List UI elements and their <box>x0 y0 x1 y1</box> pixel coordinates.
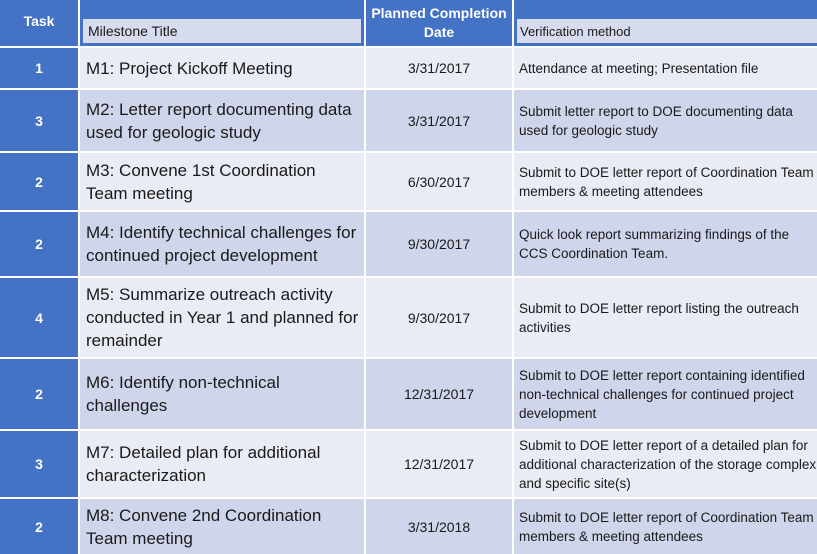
table-row-verification: Quick look report summarizing findings of the CCS Coordination Team. <box>514 212 817 276</box>
table-row-title: M5: Summarize outreach activity conducted in Year 1 and planned for remainder <box>80 278 364 357</box>
table-row-date: 9/30/2017 <box>366 278 512 357</box>
table-row-task: 2 <box>0 499 78 554</box>
header-verification-cell <box>514 0 817 46</box>
table-row-task: 2 <box>0 359 78 429</box>
table-row-title: M2: Letter report documenting data used for geologic study <box>80 90 364 151</box>
table-row-title: M3: Convene 1st Coordination Team meeting <box>80 153 364 210</box>
table-row-date: 3/31/2017 <box>366 48 512 88</box>
table-row-date: 9/30/2017 <box>366 212 512 276</box>
table-row-date: 12/31/2017 <box>366 431 512 497</box>
table-row-date: 6/30/2017 <box>366 153 512 210</box>
table-row-task: 1 <box>0 48 78 88</box>
table-row-verification: Submit to DOE letter report containing identified non-technical challenges for continued project development <box>514 359 817 429</box>
table-row-task: 4 <box>0 278 78 357</box>
table-row-date: 3/31/2017 <box>366 90 512 151</box>
table-row-date: 12/31/2017 <box>366 359 512 429</box>
table-row-verification: Submit to DOE letter report listing the outreach activities <box>514 278 817 357</box>
table-row-title: M6: Identify non-technical challenges <box>80 359 364 429</box>
header-milestone-title-cell <box>80 0 364 46</box>
table-row-verification: Submit to DOE letter report of a detailed plan for additional characterization of the storage complex and specific site(s) <box>514 431 817 497</box>
table-row-title: M8: Convene 2nd Coordination Team meeting <box>80 499 364 554</box>
header-date-line1: Planned Completion <box>371 5 507 21</box>
table-row-verification: Submit letter report to DOE documenting data used for geologic study <box>514 90 817 151</box>
header-date-line2: Date <box>423 24 455 40</box>
header-verification-method: Verification method <box>517 19 817 43</box>
table-row-date: 3/31/2018 <box>366 499 512 554</box>
table-row-title: M4: Identify technical challenges for continued project development <box>80 212 364 276</box>
table-row-task: 3 <box>0 90 78 151</box>
header-planned-completion-date <box>366 0 512 46</box>
table-row-verification: Attendance at meeting; Presentation file <box>514 48 817 88</box>
header-task: Task <box>0 0 78 46</box>
table-row-task: 3 <box>0 431 78 497</box>
table-row-title: M1: Project Kickoff Meeting <box>80 48 364 88</box>
table-row-verification: Submit to DOE letter report of Coordination Team members & meeting attendees <box>514 153 817 210</box>
table-row-verification: Submit to DOE letter report of Coordination Team members & meeting attendees <box>514 499 817 554</box>
table-row-task: 2 <box>0 212 78 276</box>
header-milestone-title: Milestone Title <box>83 19 361 43</box>
table-row-title: M7: Detailed plan for additional characterization <box>80 431 364 497</box>
table-row-task: 2 <box>0 153 78 210</box>
